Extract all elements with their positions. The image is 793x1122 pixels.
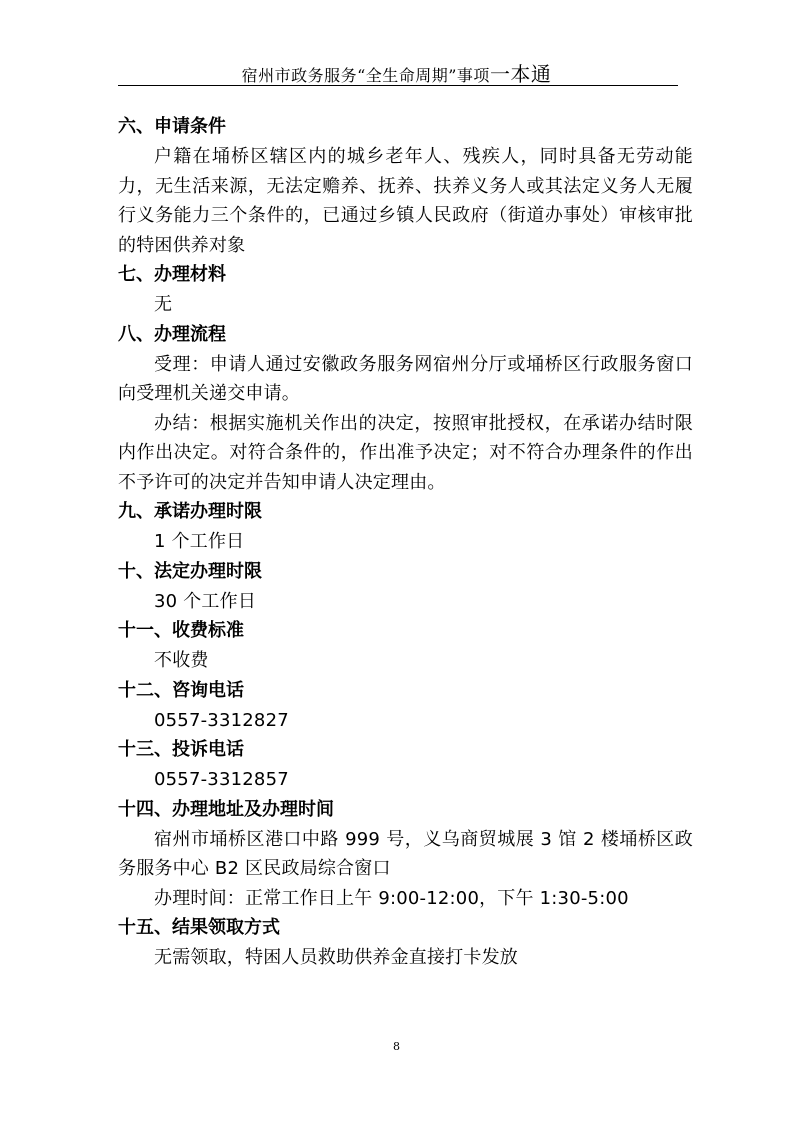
section-heading: 十一、收费标准 [118, 620, 244, 641]
section-paragraph: 0557-3312857 [154, 769, 289, 790]
header-title-tail: 一本通 [489, 62, 552, 86]
header-title: 宿州市政务服务“全生命周期”事项 [241, 66, 490, 85]
section-materials [118, 260, 693, 320]
section-heading: 七、办理材料 [118, 264, 226, 285]
section-paragraph: 户籍在埇桥区辖区内的城乡老年人、残疾人，同时具备无劳动能力，无生活来源，无法定赡养、抚养、扶养义务人或其法定义务人无履行义务能力三个条件的，已通过乡镇人民政府（街道办事处）审核审批的特困供养对象 [118, 146, 693, 256]
section-address-hours [118, 795, 693, 914]
section-fees [118, 616, 693, 676]
section-paragraph: 无 [154, 294, 173, 315]
section-process [118, 320, 693, 498]
section-paragraph: 无需领取，特困人员救助供养金直接打卡发放 [154, 947, 518, 968]
section-paragraph: 不收费 [154, 650, 209, 671]
section-heading: 十、法定办理时限 [118, 560, 262, 582]
section-heading: 九、承诺办理时限 [118, 501, 262, 522]
section-heading: 十四、办理地址及办理时间 [118, 798, 334, 820]
section-paragraph: 受理：申请人通过安徽政务服务网宿州分厅或埇桥区行政服务窗口向受理机关递交申请。 [118, 353, 693, 404]
section-paragraph: 1 个工作日 [154, 531, 245, 552]
document-body [118, 112, 693, 973]
page-number: 8 [393, 1040, 400, 1053]
section-paragraph: 办理时间：正常工作日上午 9:00-12:00，下午 1:30-5:00 [154, 887, 629, 909]
header-divider [118, 85, 678, 86]
page-header [0, 58, 793, 87]
section-heading: 十五、结果领取方式 [118, 917, 280, 938]
section-paragraph: 宿州市埇桥区港口中路 999 号，义乌商贸城展 3 馆 2 楼埇桥区政务服务中心 B2 区民政局综合窗口 [118, 828, 693, 879]
section-complaint-phone [118, 735, 693, 795]
section-paragraph: 办结：根据实施机关作出的决定，按照审批授权，在承诺办结时限内作出决定。对符合条件的，作出准予决定；对不符合办理条件的作出不予许可的决定并告知申请人决定理由。 [118, 412, 693, 493]
section-promised-time [118, 497, 693, 557]
section-paragraph: 0557-3312827 [154, 709, 289, 731]
section-heading: 八、办理流程 [118, 323, 226, 345]
section-application-conditions [118, 112, 693, 260]
section-heading: 十二、咨询电话 [118, 679, 244, 701]
section-result-collection [118, 913, 693, 973]
section-paragraph: 30 个工作日 [154, 590, 257, 612]
section-heading: 十三、投诉电话 [118, 739, 244, 760]
section-legal-time [118, 557, 693, 617]
section-consult-phone [118, 676, 693, 736]
section-heading: 六、申请条件 [118, 116, 226, 137]
